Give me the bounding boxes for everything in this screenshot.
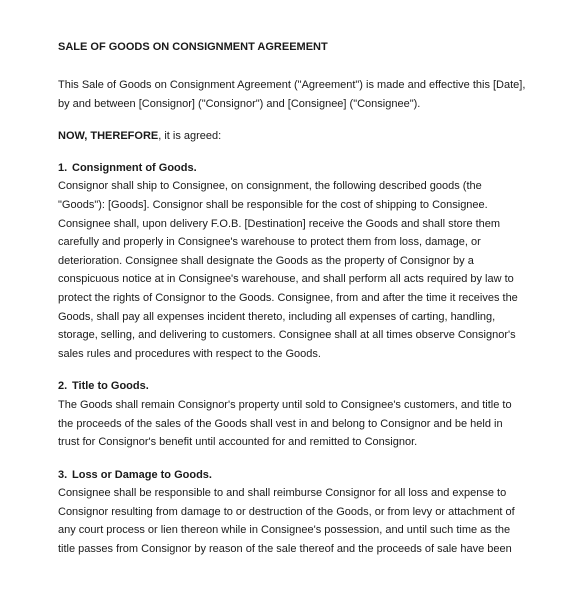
therefore-rest: , it is agreed: xyxy=(158,130,222,143)
section-line: title passes from Consignor by reason of the sale thereof and the proceeds of sale have been xyxy=(58,543,512,556)
section-line: Consignor resulting from damage to or destruction of the Goods, or from levy or attachment of xyxy=(58,505,515,518)
section-heading-text: Title to Goods. xyxy=(72,380,149,393)
section-line: any court process or lien thereon while in Consignee's possession, and until such time as the xyxy=(58,524,511,537)
section-line: The Goods shall remain Consignor's property until sold to Consignee's customers, and title to xyxy=(58,398,512,411)
section-number: 3. xyxy=(58,468,68,481)
section-line: sales rules and procedures with respect to the Goods. xyxy=(58,347,321,360)
document-title: SALE OF GOODS ON CONSIGNMENT AGREEMENT xyxy=(58,41,328,53)
therefore-bold: NOW, THEREFORE xyxy=(58,130,159,143)
section-line: protect the rights of Consignor to the Goods. Consignee, from and after the time it receives the xyxy=(58,291,518,304)
section-heading-text: Consignment of Goods. xyxy=(72,161,197,174)
section-body xyxy=(58,177,558,363)
document-body xyxy=(58,40,558,559)
section-line: "Goods"): [Goods]. Consignor shall be responsible for the cost of shipping to Consignee. xyxy=(58,198,488,211)
section-line: conspicuous notice at in Consignee's warehouse, and shall perform all acts required by law to xyxy=(58,273,514,286)
section-line: carefully and properly in Consignee's warehouse to protect them from loss, damage, or xyxy=(58,236,481,249)
section-line: Consignor shall ship to Consignee, on consignment, the following described goods (the xyxy=(58,180,482,193)
section-number: 1. xyxy=(58,161,68,174)
section-line: Goods, shall pay all expenses incident thereto, including all expenses of carting, handling, xyxy=(58,310,496,323)
section-line: Consignee shall, upon delivery F.O.B. [Destination] receive the Goods and shall store them xyxy=(58,217,501,230)
section-line: trust for Consignor's benefit until accounted for and remitted to Consignor. xyxy=(58,436,418,449)
therefore-paragraph xyxy=(58,127,558,146)
section-line: Consignee shall be responsible to and shall reimburse Consignor for all loss and expense to xyxy=(58,487,507,500)
section-heading-text: Loss or Damage to Goods. xyxy=(72,468,212,481)
section-heading xyxy=(58,466,558,485)
section-number: 2. xyxy=(58,380,68,393)
intro-paragraph xyxy=(58,76,558,113)
section-line: storage, selling, and delivering to customers. Consignee shall at all times observe Consignor's xyxy=(58,329,516,342)
section-line: the proceeds of the sales of the Goods shall vest in and belong to Consignor and be held in xyxy=(58,417,503,430)
section-heading xyxy=(58,377,558,396)
section-body xyxy=(58,396,558,452)
intro-line: by and between [Consignor] ("Consignor") and [Consignee] ("Consignee"). xyxy=(58,97,421,110)
section-heading xyxy=(58,159,558,178)
section-line: deterioration. Consignee shall designate the Goods as the property of Consignor by a xyxy=(58,254,474,267)
section-body xyxy=(58,484,558,558)
intro-line: This Sale of Goods on Consignment Agreement ("Agreement") is made and effective this [Date], xyxy=(58,79,526,91)
